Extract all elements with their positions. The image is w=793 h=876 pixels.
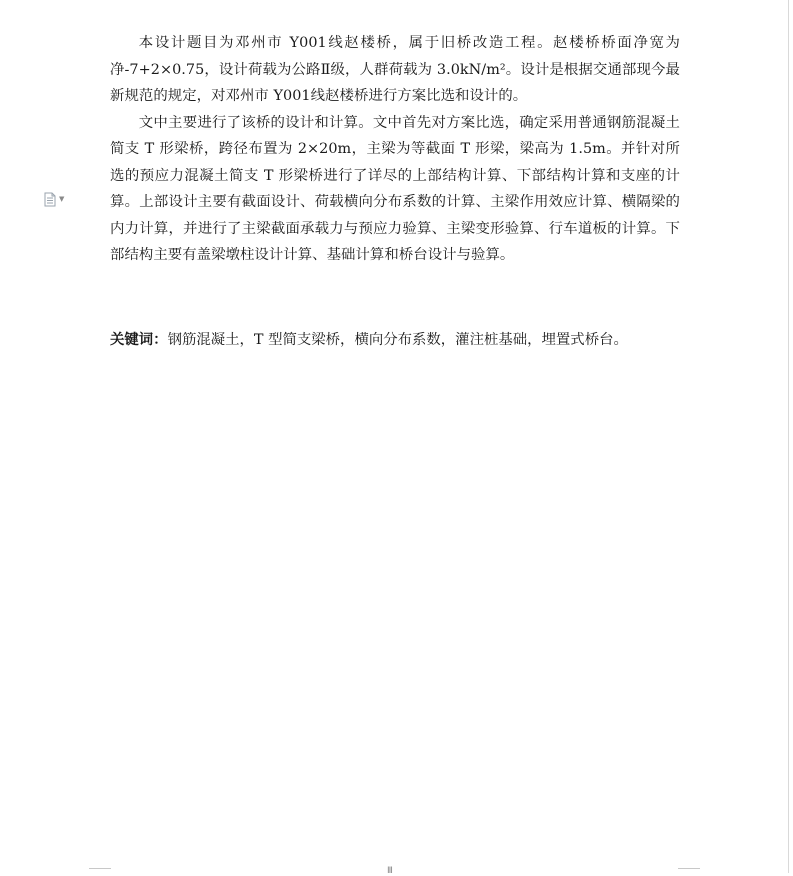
paragraph-options-button[interactable] <box>44 191 72 207</box>
keywords-line <box>110 327 690 353</box>
page-corner-mark-right <box>678 868 700 874</box>
keywords-label: 关键词： <box>110 331 168 348</box>
page-corner-mark-left <box>89 868 111 874</box>
document-icon <box>44 192 56 207</box>
abstract-paragraph-2: 文中主要进行了该桥的设计和计算。文中首先对方案比选，确定采用普通钢筋混凝土简支 T 形梁桥，跨径布置为 2×20m，主梁为等截面 T 形梁，梁高为 1.5m。并针对所选的预应力混凝土简支 T 形梁桥进行了详尽的上部结构计算、下部结构计算和支座的计算。上部设计主要有截面设计、荷载横向分布系数的计算、主梁作用效应计算、横隔梁的内力计算，并进行了主梁截面承载力与预应力验算、主梁变形验算、行车道板的计算。下部结构主要有盖梁墩柱设计计算、基础计算和桥台设计与验算。 <box>110 114 680 263</box>
abstract-paragraph-1: 本设计题目为邓州市 Y001线赵楼桥，属于旧桥改造工程。赵楼桥桥面净宽为净-7+2×0.75，设计荷载为公路Ⅱ级，人群荷载为 3.0kN/m²。设计是根据交通部现今最新规范的规定，对邓州市 Y001线赵楼桥进行方案比选和设计的。 <box>110 35 680 104</box>
abstract-body <box>110 30 680 269</box>
page-right-edge <box>788 0 793 873</box>
page-break-marker: III <box>387 866 392 876</box>
chevron-down-icon: ▼ <box>59 195 65 203</box>
keywords-text: 钢筋混凝土，T 型简支梁桥，横向分布系数，灌注桩基础，埋置式桥台。 <box>167 332 628 348</box>
